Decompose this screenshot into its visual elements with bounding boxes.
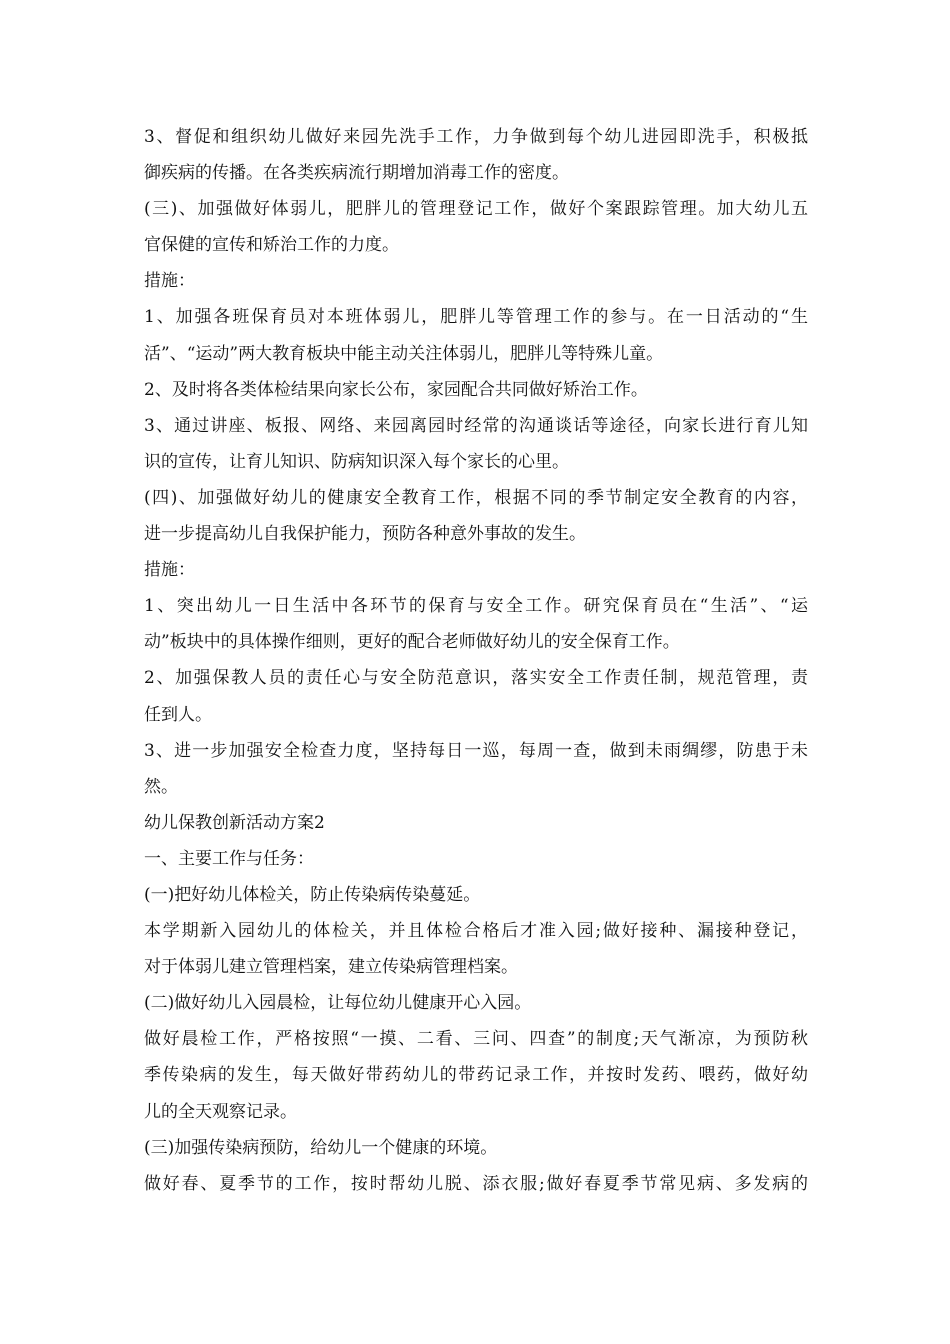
section-heading-line: (二)做好幼儿入园晨检，让每位幼儿健康开心入园。 bbox=[144, 993, 532, 1014]
section-heading-line: (三)加强传染病预防，给幼儿一个健康的环境。 bbox=[144, 1137, 498, 1158]
body-text-line: 然。 bbox=[144, 776, 178, 797]
body-text-line: 儿的全天观察记录。 bbox=[144, 1101, 297, 1122]
body-text-line: 季传染病的发生，每天做好带药幼儿的带药记录工作，并按时发药、喂药，做好幼 bbox=[144, 1065, 808, 1086]
document-title: 幼儿保教创新活动方案2 bbox=[144, 812, 325, 833]
body-text-line: 2、加强保教人员的责任心与安全防范意识，落实安全工作责任制，规范管理，责 bbox=[144, 668, 808, 689]
document-page bbox=[144, 119, 808, 1202]
body-text-line: 御疾病的传播。在各类疾病流行期增加消毒工作的密度。 bbox=[144, 163, 569, 184]
section-heading-line: (三)、加强做好体弱儿，肥胖儿的管理登记工作，做好个案跟踪管理。加大幼儿五 bbox=[144, 199, 808, 220]
section-heading-line: 一、主要工作与任务： bbox=[144, 848, 314, 869]
body-text-line: 对于体弱儿建立管理档案，建立传染病管理档案。 bbox=[144, 957, 518, 978]
body-text-line: 3、督促和组织幼儿做好来园先洗手工作，力争做到每个幼儿进园即洗手，积极抵 bbox=[144, 127, 808, 147]
body-text-line: 本学期新入园幼儿的体检关，并且体检合格后才准入园;做好接种、漏接种登记， bbox=[144, 921, 808, 942]
body-text-line: 做好春、夏季节的工作，按时帮幼儿脱、添衣服;做好春夏季节常见病、多发病的 bbox=[144, 1173, 808, 1194]
body-text-line: 任到人。 bbox=[144, 704, 212, 725]
body-text-line: 识的宣传，让育儿知识、防病知识深入每个家长的心里。 bbox=[144, 451, 569, 472]
section-heading-line: (一)把好幼儿体检关，防止传染病传染蔓延。 bbox=[144, 884, 481, 905]
body-text-line: 1、加强各班保育员对本班体弱儿，肥胖儿等管理工作的参与。在一日活动的“生 bbox=[144, 307, 808, 328]
section-heading-line: 官保健的宣传和矫治工作的力度。 bbox=[144, 235, 399, 256]
body-text-line: 2、及时将各类体检结果向家长公布，家园配合共同做好矫治工作。 bbox=[144, 379, 648, 400]
measures-label: 措施： bbox=[144, 560, 195, 581]
body-text-line: 动”板块中的具体操作细则，更好的配合老师做好幼儿的安全保育工作。 bbox=[144, 632, 680, 653]
section-heading-line: 进一步提高幼儿自我保护能力，预防各种意外事故的发生。 bbox=[144, 524, 586, 545]
body-text-line: 活”、“运动”两大教育板块中能主动关注体弱儿，肥胖儿等特殊儿童。 bbox=[144, 343, 664, 364]
body-text-line: 3、进一步加强安全检查力度，坚持每日一巡，每周一查，做到未雨绸缪，防患于未 bbox=[144, 740, 808, 761]
body-text-line: 3、通过讲座、板报、网络、来园离园时经常的沟通谈话等途径，向家长进行育儿知 bbox=[144, 415, 808, 436]
body-text-line: 做好晨检工作，严格按照“一摸、二看、三问、四查”的制度;天气渐凉，为预防秋 bbox=[144, 1029, 808, 1050]
measures-label: 措施： bbox=[144, 271, 195, 292]
body-text-line: 1、突出幼儿一日生活中各环节的保育与安全工作。研究保育员在“生活”、“运 bbox=[144, 596, 808, 617]
section-heading-line: (四)、加强做好幼儿的健康安全教育工作，根据不同的季节制定安全教育的内容， bbox=[144, 487, 808, 508]
